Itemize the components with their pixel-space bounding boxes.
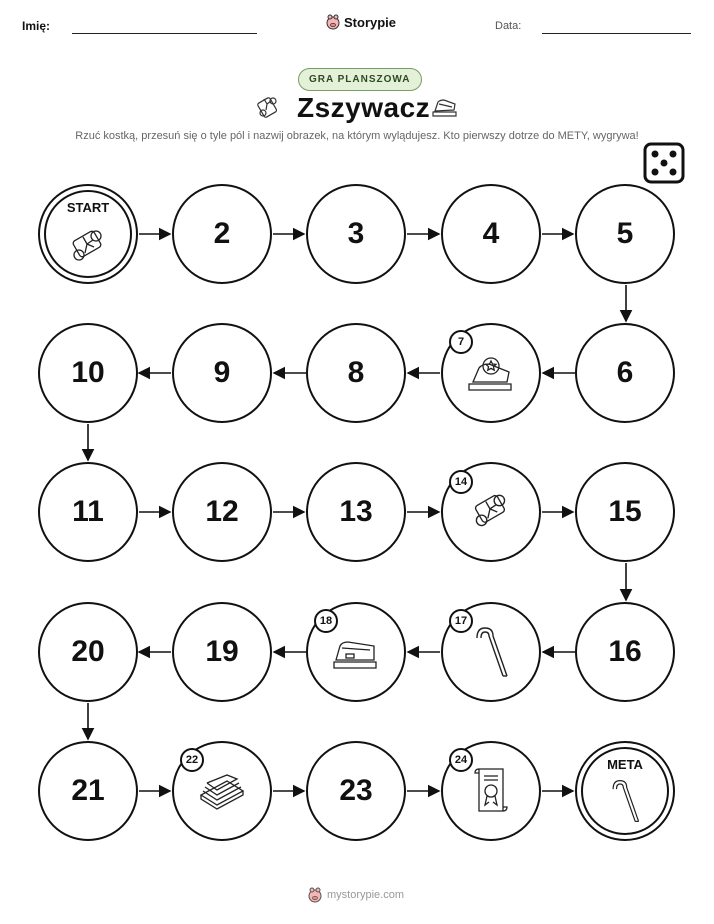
brand-name: Storypie xyxy=(344,14,397,30)
board-cell-6: 6 xyxy=(575,323,675,423)
cell-number-badge-22: 22 xyxy=(180,748,204,772)
stapler-icon xyxy=(330,632,382,672)
date-label: Data: xyxy=(495,20,522,32)
cell-number-badge-18: 18 xyxy=(314,609,338,633)
finish-label: META xyxy=(607,757,643,772)
board-cell-4: 4 xyxy=(441,184,541,284)
start-label: START xyxy=(66,200,110,215)
cell-number-badge-7: 7 xyxy=(449,330,473,354)
name-label: Imię: xyxy=(22,19,51,33)
instructions-text: Rzuć kostką, przesuń się o tyle pól i nazwij obrazek, na którym wylądujesz. Kto pierwszy dotrze do METY, wygrywa! xyxy=(75,130,639,142)
cell-number-badge-24: 24 xyxy=(449,748,473,772)
board-cell-11: 11 xyxy=(38,462,138,562)
paper-stack-icon xyxy=(197,771,247,811)
board-cell-12: 12 xyxy=(172,462,272,562)
cell-number-badge-14: 14 xyxy=(449,470,473,494)
scroll-icon xyxy=(65,227,111,267)
board-cell-13: 13 xyxy=(306,462,406,562)
board-cell-2: 2 xyxy=(172,184,272,284)
board-cell-23: 23 xyxy=(306,741,406,841)
pig-mascot-icon xyxy=(308,887,322,903)
game-type-badge: GRA PLANSZOWA xyxy=(298,68,422,91)
board-cell-finish xyxy=(575,741,675,841)
cane-icon xyxy=(471,624,511,680)
board-cell-start xyxy=(38,184,138,284)
board-cell-5: 5 xyxy=(575,184,675,284)
stapler-icon xyxy=(465,352,517,394)
board-cell-15: 15 xyxy=(575,462,675,562)
board-cell-9: 9 xyxy=(172,323,272,423)
footer xyxy=(308,887,404,903)
cell-number-badge-17: 17 xyxy=(449,609,473,633)
certificate-icon xyxy=(471,765,511,817)
board-cell-8: 8 xyxy=(306,323,406,423)
board-cell-21: 21 xyxy=(38,741,138,841)
page-title: Zszywacz xyxy=(297,92,431,123)
board-cell-19: 19 xyxy=(172,602,272,702)
board-cell-3: 3 xyxy=(306,184,406,284)
cane-icon xyxy=(608,777,642,825)
footer-site[interactable]: mystorypie.com xyxy=(327,889,405,901)
board-cell-20: 20 xyxy=(38,602,138,702)
scroll-icon xyxy=(467,491,515,533)
board-cell-16: 16 xyxy=(575,602,675,702)
board-cell-10: 10 xyxy=(38,323,138,423)
